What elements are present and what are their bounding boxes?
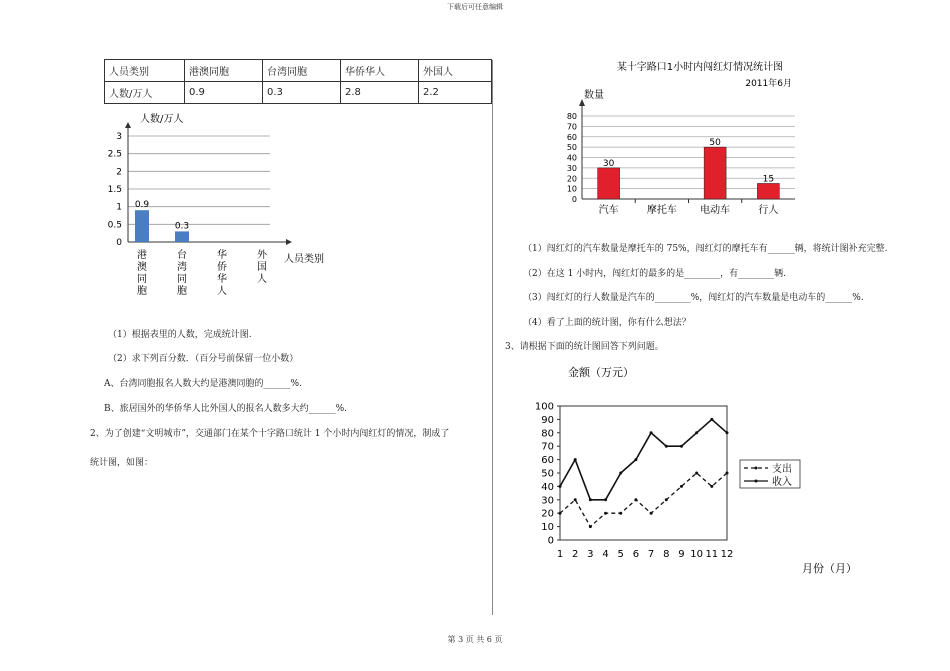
x-tick-label: 同 xyxy=(137,274,147,285)
x-tick-label: 2 xyxy=(571,549,579,560)
legend-label: 收入 xyxy=(772,477,792,488)
data-point xyxy=(650,431,653,434)
x-tick-label: 电动车 xyxy=(700,205,731,216)
data-point xyxy=(559,512,562,515)
x-axis-label: 月份（月） xyxy=(802,562,857,575)
page-header: 下载后可任意编辑 xyxy=(447,3,503,11)
red-light-bar-chart xyxy=(540,56,820,216)
x-tick-label: 侨 xyxy=(217,262,227,273)
x-tick-label: 3 xyxy=(587,549,594,560)
x-tick-label: 澳 xyxy=(137,262,147,273)
y-tick-label: 60 xyxy=(566,132,577,142)
plot-frame xyxy=(560,406,727,540)
y-tick-label: 50 xyxy=(541,468,554,480)
x-tick-label: 胞 xyxy=(137,286,147,297)
y-tick-label: 70 xyxy=(541,441,554,453)
table-row xyxy=(105,60,492,82)
y-tick-label: 0 xyxy=(547,535,554,547)
table-cell: 港澳同胞 xyxy=(185,60,263,82)
bar xyxy=(175,231,189,242)
table-cell: 人数/万人 xyxy=(105,82,185,104)
y-tick-label: 0 xyxy=(571,195,577,204)
x-axis-label: 人员类别 xyxy=(284,254,324,265)
y-tick-label: 20 xyxy=(566,174,577,184)
x-tick-label: 10 xyxy=(690,549,704,560)
x-tick-label: 同 xyxy=(177,274,187,285)
table-cell: 0.9 xyxy=(185,82,263,104)
question-1-a: A、台湾同胞报名人数大约是港澳同胞的______%. xyxy=(104,379,302,389)
x-tick-label: 港 xyxy=(137,250,147,261)
x-tick-label: 12 xyxy=(720,549,734,560)
y-tick-label: 50 xyxy=(566,143,577,153)
y-tick-label: 10 xyxy=(566,184,577,194)
data-point xyxy=(665,498,668,501)
chart-subtitle: 2011年6月 xyxy=(745,79,792,89)
table-cell: 外国人 xyxy=(419,60,492,82)
question-3: 3、请根据下面的统计图回答下列问题。 xyxy=(505,342,664,352)
data-point xyxy=(695,472,698,475)
x-tick-label: 4 xyxy=(602,549,609,560)
data-point xyxy=(680,485,683,488)
x-tick-label: 11 xyxy=(705,549,719,560)
x-tick-label: 台 xyxy=(177,250,187,261)
legend-label: 支出 xyxy=(772,464,792,475)
y-tick-label: 1 xyxy=(116,202,122,213)
x-tick-label: 华 xyxy=(217,250,227,261)
y-tick-label: 80 xyxy=(541,428,554,440)
data-point xyxy=(710,485,713,488)
data-label: 15 xyxy=(762,174,775,185)
x-tick-label: 1 xyxy=(556,549,564,560)
data-point xyxy=(634,458,637,461)
bar xyxy=(704,147,726,199)
data-label: 0.3 xyxy=(174,221,190,232)
population-bar-chart xyxy=(100,108,360,308)
y-tick-label: 30 xyxy=(541,495,554,507)
x-tick-label: 国 xyxy=(257,262,267,273)
question-2-2: （2）在这 1 小时内，闯红灯的最多的是________，有________辆. xyxy=(523,269,787,279)
x-tick-label: 华 xyxy=(217,274,227,285)
question-1-1: （1）根据表里的人数，完成统计图. xyxy=(108,330,252,340)
legend-marker xyxy=(755,467,758,470)
data-point xyxy=(574,458,577,461)
column-divider xyxy=(492,60,493,615)
bar xyxy=(135,210,149,242)
x-axis-arrow xyxy=(286,239,292,245)
y-axis-arrow xyxy=(125,122,131,128)
data-point xyxy=(726,472,729,475)
data-point xyxy=(665,445,668,448)
y-axis-label: 金额（万元） xyxy=(568,366,634,379)
page-footer: 第 3 页 共 6 页 xyxy=(447,635,503,644)
x-tick-label: 5 xyxy=(617,549,624,560)
y-tick-label: 30 xyxy=(566,163,577,173)
table-cell: 华侨华人 xyxy=(341,60,419,82)
x-tick-label: 9 xyxy=(678,549,685,560)
x-tick-label: 人 xyxy=(257,274,267,285)
data-point xyxy=(619,472,622,475)
data-point xyxy=(726,431,729,434)
x-tick-label: 8 xyxy=(663,549,670,560)
data-point xyxy=(710,418,713,421)
question-2-intro-cont: 统计图，如图： xyxy=(90,458,154,468)
x-tick-label: 胞 xyxy=(177,286,187,297)
data-label: 0.9 xyxy=(134,200,150,211)
question-1-2: （2）求下列百分数．（百分号前保留一位小数） xyxy=(108,354,299,364)
data-point xyxy=(619,512,622,515)
x-tick-label: 6 xyxy=(632,549,640,560)
bar xyxy=(598,168,620,199)
x-tick-label: 汽车 xyxy=(598,205,619,216)
y-axis-label: 人数/万人 xyxy=(140,114,184,125)
y-tick-label: 3 xyxy=(116,132,122,142)
data-point xyxy=(604,498,607,501)
x-tick-label: 7 xyxy=(647,549,655,560)
y-tick-label: 90 xyxy=(541,414,554,426)
y-tick-label: 20 xyxy=(541,508,554,520)
data-point xyxy=(589,525,592,528)
y-tick-label: 1.5 xyxy=(107,185,122,195)
table-cell: 2.8 xyxy=(341,82,419,104)
data-point xyxy=(634,498,637,501)
table-cell: 2.2 xyxy=(419,82,492,104)
y-tick-label: 60 xyxy=(541,455,554,467)
table-cell: 人员类别 xyxy=(105,60,185,82)
data-label: 30 xyxy=(602,158,615,169)
y-tick-label: 0.5 xyxy=(107,220,122,231)
question-1-b: B、旅居国外的华侨华人比外国人的报名人数多大约______%. xyxy=(104,404,348,414)
y-tick-label: 2.5 xyxy=(107,149,122,160)
population-table xyxy=(104,59,492,104)
y-axis-label: 数量 xyxy=(584,90,604,101)
table-row xyxy=(105,82,492,104)
data-point xyxy=(650,512,653,515)
x-tick-label: 湾 xyxy=(177,262,187,273)
y-tick-label: 80 xyxy=(566,112,577,121)
y-tick-label: 40 xyxy=(541,481,554,493)
y-tick-label: 0 xyxy=(116,238,122,248)
y-tick-label: 100 xyxy=(534,401,554,413)
chart-title: 某十字路口1小时内闯红灯情况统计图 xyxy=(616,62,784,73)
x-tick-label: 行人 xyxy=(758,205,779,216)
data-point xyxy=(589,498,592,501)
question-2-4: （4）看了上面的统计图，你有什么想法？ xyxy=(523,318,691,328)
data-point xyxy=(574,498,577,501)
bar xyxy=(757,183,779,199)
table-cell: 台湾同胞 xyxy=(263,60,341,82)
series-line-收入 xyxy=(560,419,727,499)
question-2-3: （3）闯红灯的行人数量是汽车的________%，闯红灯的汽车数量是电动车的______%. xyxy=(523,293,864,303)
data-label: 50 xyxy=(709,138,721,149)
data-point xyxy=(680,445,683,448)
y-tick-label: 10 xyxy=(541,522,554,534)
series-line-支出 xyxy=(560,473,727,527)
y-tick-label: 2 xyxy=(116,167,122,178)
income-expense-line-chart xyxy=(530,358,870,583)
x-tick-label: 外 xyxy=(257,250,267,261)
x-tick-label: 摩托车 xyxy=(646,205,677,216)
data-point xyxy=(559,485,562,488)
table-cell: 0.3 xyxy=(263,82,341,104)
y-tick-label: 70 xyxy=(566,122,577,132)
question-2-intro: 2、为了创建“文明城市”，交通部门在某个十字路口统计 1 个小时内闯红灯的情况，制成了 xyxy=(90,429,450,439)
x-tick-label: 人 xyxy=(217,286,227,297)
question-2-1: （1）闯红灯的汽车数量是摩托车的 75%，闯红灯的摩托车有______辆，将统计图补充完整. xyxy=(523,244,888,254)
legend-marker xyxy=(755,480,758,483)
data-point xyxy=(695,431,698,434)
data-point xyxy=(604,512,607,515)
y-tick-label: 40 xyxy=(566,153,577,163)
